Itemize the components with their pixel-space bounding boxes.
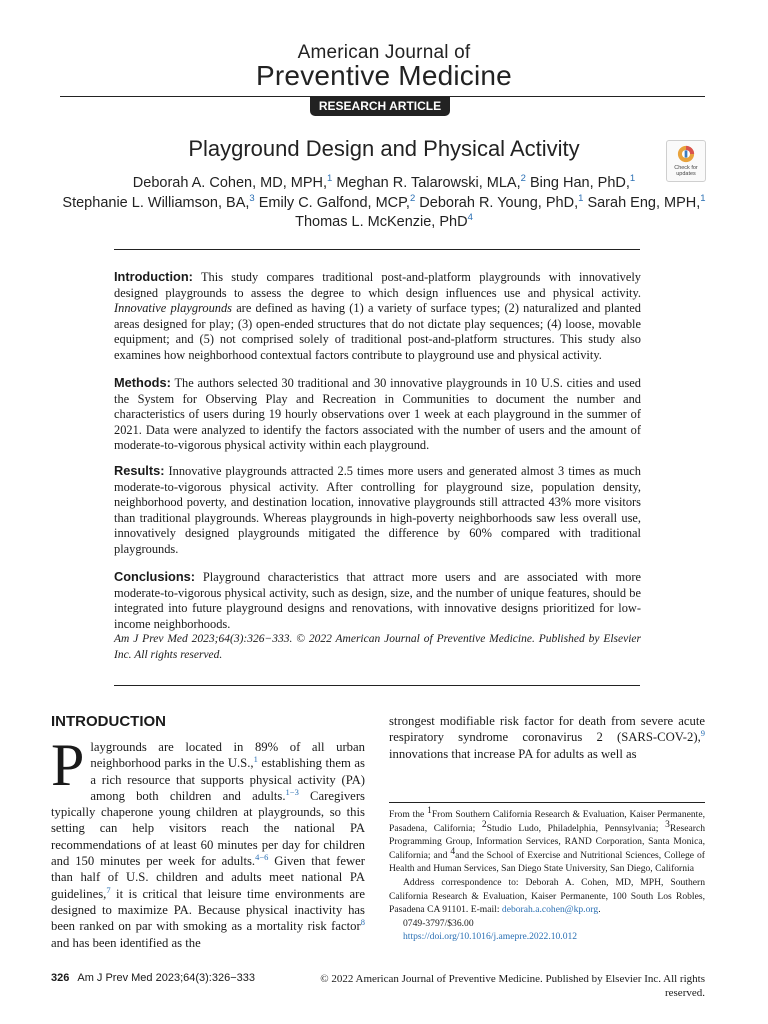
journal-name-line1: American Journal of (297, 42, 471, 63)
affiliation-ref[interactable]: 1 (700, 193, 706, 205)
author-name: Deborah R. Young, PhD, (419, 195, 579, 211)
affiliation-item: Studio Ludo, Philadelphia, Pennsylvania; (486, 822, 666, 834)
author-name: Thomas L. McKenzie, PhD (295, 214, 468, 230)
abstract-label: Conclusions: (114, 569, 196, 584)
abstract-methods (114, 375, 641, 454)
correspondence-address: Address correspondence to: Deborah A. Cohen, MD, MPH, Southern California Research & Evaluation, Kaiser Permanente, 100 South Los Robles, Pasadena CA 91101. E-mail: (389, 876, 705, 916)
affiliation-ref[interactable]: 2 (409, 193, 416, 205)
abstract-text: are defined as having (1) a variety of surface types; (2) naturalized and planted areas designed for play; (3) open-ended structures that do not dictate play sequences; (4) loose, movable equipment; and (5) not comprised solely of traditional post-and-platform structures. This study also examines how neighborhood contextual factors contribute to playground use and physical activity. (114, 301, 641, 362)
article-title: Playground Design and Physical Activity (188, 136, 580, 161)
citation-line: Am J Prev Med 2023;64(3):326−333. © 2022 American Journal of Preventive Medicine. Published by Elsevier Inc. All rights reserved. (114, 633, 641, 661)
body-right-column (389, 713, 705, 762)
page-number: 326 (51, 972, 70, 984)
body-text: it is critical that leisure time environments are designed to maximize PA. Because physical inactivity has been ranked on par with smoking as a mortality risk factor (51, 886, 365, 934)
abstract-text: Innovative playgrounds attracted 2.5 times more users and generated almost 3 times as much moderate-to-vigorous physical activity. After controlling for playground size, population density, neighborhood poverty, and destination location, innovative playgrounds still attracted 43% more visitors than traditional playgrounds. Whereas playgrounds in high-poverty neighborhoods saw less overall use, innovatively designed playgrounds mitigated the difference by 60% compared with traditional playgrounds. (114, 464, 641, 556)
author-name: Emily C. Galfond, MCP, (258, 195, 410, 211)
footer-copyright: © 2022 American Journal of Preventive Medicine. Published by Elsevier Inc. All rights reserved. (320, 973, 705, 999)
affiliation-item: and the School of Exercise and Nutritional Sciences, College of Health and Human Services, San Diego State University, San Diego, California (389, 849, 705, 875)
abstract-introduction (114, 269, 641, 364)
footnote-divider (389, 802, 705, 803)
abstract-bottom-rule (114, 685, 640, 686)
reference-link[interactable]: 1 (253, 754, 258, 765)
affiliation-text (389, 805, 706, 876)
reference-link[interactable]: 1−3 (285, 786, 299, 797)
body-text: innovations that increase PA for adults as well as (389, 746, 637, 761)
affiliation-ref[interactable]: 1 (327, 173, 333, 185)
author-line-2 (0, 195, 768, 211)
doi-link[interactable]: https://doi.org/10.1016/j.amepre.2022.10.012 (403, 931, 578, 943)
abstract-results (114, 463, 641, 558)
affiliation-number: 2 (481, 819, 487, 830)
author-name: Bing Han, PhD, (529, 175, 630, 191)
affiliation-ref[interactable]: 1 (629, 173, 636, 185)
body-text: laygrounds are located in 89% of all urban neighborhood parks in the U.S., (90, 740, 365, 771)
email-link[interactable]: deborah.a.cohen@kp.org (501, 904, 599, 916)
abstract-top-rule (114, 249, 640, 250)
affiliation-number: 4 (450, 846, 456, 857)
check-updates-label: Check for updates (674, 165, 698, 177)
author-line-3 (0, 214, 768, 230)
affiliation-ref[interactable]: 3 (249, 193, 255, 205)
body-left-column (51, 732, 365, 951)
affiliation-ref[interactable]: 1 (578, 193, 584, 205)
doi-paragraph (389, 930, 705, 944)
affiliations-footnote (389, 805, 706, 944)
affiliation-prefix: From the (389, 809, 428, 820)
affiliation-number: 1 (427, 805, 432, 816)
journal-name-line2: Preventive Medicine (256, 60, 512, 91)
abstract-label: Results: (114, 463, 165, 478)
check-updates-icon (677, 145, 695, 163)
page-footer-left (51, 972, 255, 984)
affiliation-ref[interactable]: 4 (467, 212, 473, 224)
reference-link[interactable]: 9 (700, 728, 705, 739)
reference-link[interactable]: 4−6 (255, 851, 269, 862)
affiliation-item: Research Programming Group, Information Services, RAND Corporation, Santa Monica, California; and (389, 822, 706, 861)
body-text: establishing them as a rich resource that supports physical activity (PA) among both children and adults. (90, 756, 365, 803)
reference-link[interactable]: 7 (106, 884, 111, 895)
drop-cap: P (51, 732, 85, 798)
article-type-badge: RESEARCH ARTICLE (310, 96, 450, 116)
body-text: strongest modifiable risk factor for death from severe acute respiratory syndrome coronavirus 2 (SARS-COV-2), (389, 714, 705, 745)
punctuation: . (598, 904, 601, 916)
footer-journal-ref: Am J Prev Med 2023;64(3):326−333 (77, 972, 255, 984)
issn: 0749-3797/$36.00 (403, 917, 474, 929)
author-name: Meghan R. Talarowski, MLA, (336, 175, 521, 191)
affiliation-item: From Southern California Research & Evaluation, Kaiser Permanente, Pasadena, California; (389, 809, 705, 834)
correspondence-text (389, 876, 705, 917)
abstract-text: The authors selected 30 traditional and 30 innovative playgrounds in 10 U.S. cities and used the System for Observing Play and Recreation in Communities to document the number and characteristics of users during 19 hourly observations over 1 week at each playground in the summer of 2021. Data were analyzed to identify the factors associated with the number of users and the amount of moderate-to-vigorous physical activity within each playground. (114, 376, 641, 453)
body-text: Given that fewer than half of U.S. children and adults meet national PA guidelines, (51, 854, 365, 901)
body-text: Caregivers typically chaperone young children at playgrounds, so this setting can help visitors reach the national PA recommendations of at least 60 minutes per day for children and 150 minutes per week for adults. (51, 788, 365, 869)
affiliation-number: 3 (665, 819, 670, 830)
abstract-text: This study compares traditional post-and-platform playgrounds with innovatively designed playgrounds to assess the degree to which design influences use and physical activity. (114, 270, 642, 300)
abstract-label: Introduction: (114, 269, 193, 284)
author-name: Sarah Eng, MPH, (587, 195, 701, 211)
author-name: Stephanie L. Williamson, BA, (62, 195, 250, 211)
reference-link[interactable]: 8 (360, 917, 365, 928)
abstract-conclusions (114, 569, 641, 632)
author-name: Deborah A. Cohen, MD, MPH, (132, 175, 328, 191)
abstract-label: Methods: (114, 375, 171, 390)
abstract-emphasis: Innovative playgrounds (114, 301, 232, 316)
author-line-1 (0, 175, 768, 191)
body-text: and has been identified as the (51, 935, 201, 950)
section-heading: INTRODUCTION (51, 713, 166, 730)
abstract-text: Playground characteristics that attract more users and are associated with more moderate-to-vigorous physical activity, such as design, size, and the number of unique features, should be integrated into future playground designs and renovations, with innovative designs prioritized for low-income neighborhoods. (114, 570, 641, 631)
affiliation-ref[interactable]: 2 (520, 173, 526, 185)
